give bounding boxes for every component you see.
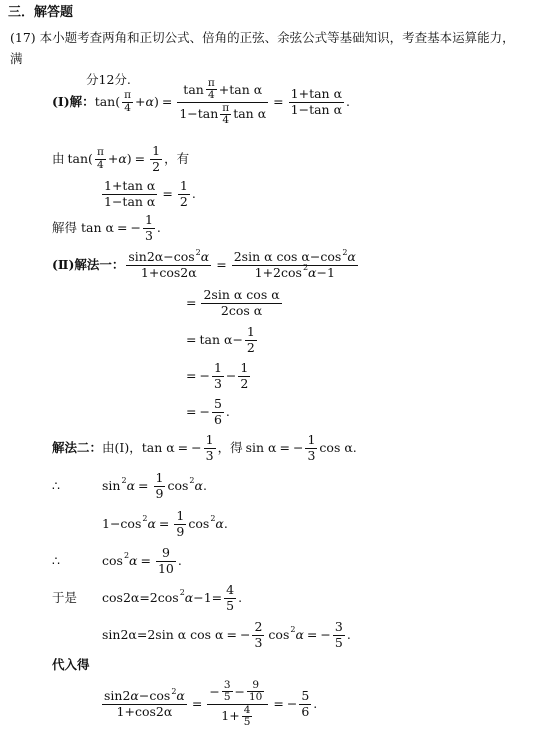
method2-substitute-label	[52, 655, 90, 675]
problem-intro-line2: 分12分.	[86, 72, 131, 87]
yushi-text: 于是	[52, 589, 78, 605]
frac-den: 3	[205, 447, 214, 463]
eq: =	[134, 150, 146, 166]
minus: −	[239, 626, 251, 642]
frac-three-fifths	[333, 620, 345, 650]
rparen: )	[153, 93, 159, 109]
tan-alpha: tan α	[141, 439, 175, 455]
frac-num	[181, 78, 264, 101]
frac-den: 2	[246, 339, 255, 355]
eq: =	[138, 477, 149, 493]
minus: −	[130, 219, 141, 235]
eq: =	[186, 367, 197, 383]
cos-text: cos	[188, 515, 210, 531]
frac-tan-ratio	[102, 179, 157, 209]
tan-alpha: tan α	[81, 219, 114, 235]
frac-den: 3	[307, 447, 316, 463]
frac-num: 1	[179, 178, 188, 194]
frac-num: 3	[334, 619, 343, 635]
part2-label: (Ⅱ)解法一：	[52, 256, 125, 272]
one: 1	[140, 264, 149, 280]
frac-den: 4	[222, 113, 230, 126]
frac-num: 4	[226, 582, 235, 598]
alpha: α	[126, 477, 136, 493]
minus: −	[286, 695, 298, 711]
sin-text: sin	[102, 477, 121, 493]
frac-den: 3	[144, 227, 153, 243]
frac-num: 4	[243, 703, 251, 716]
cos-alpha: cos α	[319, 439, 353, 455]
frac-den: 5	[226, 597, 235, 613]
period: .	[313, 695, 318, 711]
frac-num: 1	[155, 470, 164, 486]
tan-alpha: tan α	[199, 331, 233, 347]
method2-one-minus-cos	[102, 508, 228, 540]
frac-nine-tenths	[247, 680, 264, 703]
plus: +	[107, 150, 119, 166]
two-sin-cos: 2sin α cos α	[203, 287, 280, 303]
eq: =	[226, 626, 237, 642]
you-suffix: 有	[176, 150, 190, 166]
frac-den: 5	[334, 634, 343, 650]
minus: −	[199, 367, 210, 383]
frac-four-fifths	[224, 583, 236, 613]
frac-den: 2	[152, 158, 161, 174]
cos2a: cos2α	[134, 703, 173, 719]
frac-one-third	[143, 213, 155, 243]
frac-expanded	[232, 247, 358, 280]
period: .	[346, 93, 350, 109]
method2-sin2a	[102, 619, 351, 651]
exponent: 2	[121, 476, 127, 485]
frac-num: 1+tan α	[290, 86, 343, 102]
alpha: α	[184, 589, 194, 605]
one-minus-cos: 1−cos	[102, 515, 142, 531]
frac-num: 2	[254, 619, 263, 635]
frac-den: 4	[124, 101, 131, 114]
section-heading	[8, 6, 73, 19]
alpha: α	[145, 93, 154, 109]
frac-five-sixths	[299, 689, 311, 719]
method2-cos2a	[52, 582, 242, 614]
exponent: 2	[142, 514, 148, 523]
alpha: α	[295, 626, 304, 642]
therefore-symbol: ∴	[52, 552, 60, 568]
plus: +	[218, 81, 230, 97]
exponent: 2	[302, 263, 309, 273]
part1-ratio-equation	[100, 178, 196, 210]
alpha: α	[118, 150, 127, 166]
eq: =	[162, 185, 173, 201]
part2-line5	[183, 396, 230, 428]
sin-alpha: sin α	[245, 439, 277, 455]
part1-given	[52, 143, 189, 175]
plus: +	[148, 264, 160, 280]
eq: =	[216, 256, 227, 272]
frac-num	[201, 288, 281, 302]
alpha: α	[215, 515, 224, 531]
frac-den	[115, 705, 175, 719]
minus: −	[209, 683, 220, 699]
cos-text: cos	[167, 477, 189, 493]
solve-text: 解得	[52, 219, 78, 235]
cos-text: cos	[102, 552, 123, 568]
alpha: α	[147, 515, 156, 531]
frac-one-half	[150, 144, 162, 174]
frac-one-third	[204, 433, 216, 463]
lparen: (	[115, 93, 121, 109]
cos-text: cos	[320, 249, 342, 265]
frac-den: 10	[249, 691, 263, 704]
exponent: 2	[171, 686, 177, 696]
alpha: α	[130, 688, 139, 704]
minus-one: −1	[316, 264, 335, 280]
part2-line1	[52, 249, 360, 281]
frac-one-ninth	[154, 471, 166, 501]
frac-num: 1	[240, 360, 249, 376]
frac-den	[253, 263, 337, 280]
frac-one-half	[245, 325, 257, 355]
from-text: 由(Ⅰ)，	[102, 439, 142, 455]
minus: −	[191, 439, 202, 455]
two-sin-cos: 2sin α cos α	[233, 249, 310, 265]
frac-den: 5	[243, 715, 251, 728]
frac-num: π	[124, 89, 132, 102]
exponent: 2	[123, 551, 130, 560]
frac-one-third	[305, 433, 317, 463]
minus: −	[138, 688, 150, 704]
cos-text: cos	[149, 688, 171, 704]
frac-target	[126, 247, 211, 280]
frac-one-third	[212, 361, 224, 391]
frac-den: 1−tan α	[104, 193, 156, 209]
one-plus: 1+	[116, 703, 135, 719]
frac-num: 1	[213, 360, 222, 376]
rparen: )	[126, 150, 132, 166]
part1-result	[52, 212, 161, 244]
problem-intro-line1: 本小题考查两角和正切公式、倍角的正弦、余弦公式等基础知识，考查基本运算能力，满	[10, 30, 515, 66]
period: .	[156, 219, 161, 235]
eq: =	[279, 439, 290, 455]
sin2a: sin2α	[128, 249, 164, 265]
period: .	[177, 552, 182, 568]
eq: =	[191, 695, 203, 711]
alpha: α	[176, 688, 185, 704]
frac-tan-ratio	[289, 87, 344, 117]
minus: −	[163, 249, 174, 265]
alpha: α	[194, 477, 203, 493]
alpha: α	[200, 249, 210, 265]
part2-line3	[183, 324, 259, 356]
frac-num	[232, 247, 358, 265]
minus-one-eq: −1=	[193, 589, 223, 605]
frac-den: 2	[179, 193, 188, 209]
minus: −	[225, 367, 237, 383]
exponent: 2	[195, 247, 201, 257]
eq: =	[116, 219, 128, 235]
eq: =	[186, 294, 197, 310]
problem-number: (17)	[10, 30, 36, 45]
minus: −	[320, 626, 331, 642]
frac-den: 10	[157, 560, 174, 576]
frac-den: 9	[155, 485, 164, 501]
frac-den: 4	[97, 158, 104, 171]
period: .	[346, 626, 351, 642]
frac-den: 2cos α	[220, 302, 263, 318]
alpha: α	[308, 264, 317, 280]
substitute-text: 代入得	[52, 656, 90, 672]
cos2a: cos2α	[159, 264, 197, 280]
get-text: ，得	[217, 439, 243, 455]
frac-num: sin 2 α − cos 2 α	[104, 686, 185, 704]
frac-num: π	[96, 146, 104, 159]
eq: =	[158, 515, 170, 531]
frac-den: 6	[213, 411, 222, 427]
frac-den: 2	[240, 375, 249, 391]
cos-text: cos	[173, 249, 195, 265]
comma: ，	[164, 150, 177, 166]
minus: −	[309, 249, 321, 265]
frac-num	[207, 680, 268, 703]
period: .	[238, 589, 243, 605]
period: .	[191, 185, 196, 201]
frac-nine-tenths	[156, 546, 176, 576]
frac-den: 6	[301, 703, 310, 719]
frac-den	[177, 103, 268, 126]
exponent: 2	[342, 247, 348, 257]
frac-five-sixths	[212, 397, 224, 427]
part2-line4	[183, 360, 252, 392]
part1-label: (Ⅰ)解：	[52, 93, 95, 109]
frac-simplified	[201, 288, 281, 318]
period: .	[225, 403, 230, 419]
frac-substituted	[207, 680, 268, 727]
exponent: 2	[290, 625, 296, 634]
plus: +	[135, 93, 146, 109]
part2-line2	[183, 287, 284, 319]
method2-cos-sq	[52, 545, 182, 577]
alpha: α	[129, 552, 138, 568]
tan-text: tan	[94, 93, 116, 109]
eq: =	[186, 331, 197, 347]
you-text: 由	[52, 150, 65, 166]
minus: −	[232, 331, 243, 347]
one-plus-2cos: 1+2cos	[254, 264, 302, 280]
minus: −	[187, 105, 198, 121]
eq: =	[306, 626, 318, 642]
frac-den	[139, 266, 199, 280]
frac-target	[102, 686, 187, 719]
frac-den: 1−tan α	[290, 101, 343, 117]
frac-den: 4	[207, 89, 215, 102]
frac-den: 5	[223, 691, 231, 704]
frac-num: π	[222, 101, 230, 114]
one-plus: 1+	[221, 707, 240, 723]
frac-num: π	[207, 77, 215, 90]
minus: −	[292, 439, 304, 455]
frac-num: 9	[161, 545, 170, 561]
minus: −	[199, 403, 210, 419]
eq: =	[273, 93, 284, 109]
frac-num: 1+tan α	[104, 178, 156, 194]
eq: =	[186, 403, 197, 419]
eq: =	[177, 439, 189, 455]
frac-num: 1	[176, 508, 185, 524]
frac-num: 9	[252, 679, 260, 692]
frac-den: 3	[213, 375, 222, 391]
tan-text: tan	[197, 105, 219, 121]
frac-num: 1	[307, 432, 316, 448]
method2-label: 解法二：	[52, 439, 103, 455]
frac-one-half	[178, 179, 190, 209]
section-heading-text: 三．解答题	[8, 5, 74, 20]
therefore-symbol: ∴	[52, 477, 60, 493]
frac-pi-4	[220, 103, 231, 126]
period: .	[223, 515, 228, 531]
exponent: 2	[210, 514, 216, 523]
exponent: 2	[179, 588, 185, 597]
frac-num: 1	[144, 212, 153, 228]
eq: =	[273, 695, 284, 711]
frac-den: 9	[176, 523, 185, 539]
eq: =	[140, 552, 151, 568]
period: .	[352, 439, 357, 455]
frac-num: 1	[152, 143, 161, 159]
frac-num: 5	[301, 688, 310, 704]
frac-pi-4	[95, 147, 106, 170]
cos2a-expr: cos2α=2cos	[102, 589, 179, 605]
frac-one-ninth	[174, 509, 186, 539]
alpha: α	[347, 249, 356, 265]
tan-alpha: tan α	[233, 105, 267, 121]
frac-num: 5	[213, 396, 222, 412]
frac-pi-4	[206, 78, 217, 101]
sin-text: sin	[104, 688, 123, 704]
method2-final	[100, 674, 317, 734]
tan-text: tan	[183, 81, 204, 97]
frac-den: 3	[254, 634, 263, 650]
tan-alpha: tan α	[229, 81, 263, 97]
method2-intro	[52, 432, 357, 464]
frac-num: 3	[223, 679, 231, 692]
frac-num: 1	[205, 432, 214, 448]
eq: =	[161, 93, 173, 109]
one: 1	[179, 105, 188, 121]
lparen: (	[88, 150, 93, 166]
tan-text: tan	[67, 150, 89, 166]
frac-four-fifths	[242, 705, 253, 728]
frac-num	[126, 247, 211, 265]
sin2a-expr: sin2α=2sin α cos α	[102, 626, 224, 642]
exponent: 2	[189, 476, 195, 485]
minus: −	[234, 683, 245, 699]
frac-three-fifths	[222, 680, 233, 703]
frac-two-thirds	[252, 620, 264, 650]
frac-pi-4	[122, 90, 133, 113]
period: .	[202, 477, 207, 493]
method2-sin-sq	[52, 470, 207, 502]
frac-num: 1	[246, 324, 255, 340]
frac-tan-sum	[177, 78, 268, 125]
frac-one-half	[238, 361, 250, 391]
frac-den	[219, 705, 256, 728]
cos-text: cos	[268, 626, 290, 642]
